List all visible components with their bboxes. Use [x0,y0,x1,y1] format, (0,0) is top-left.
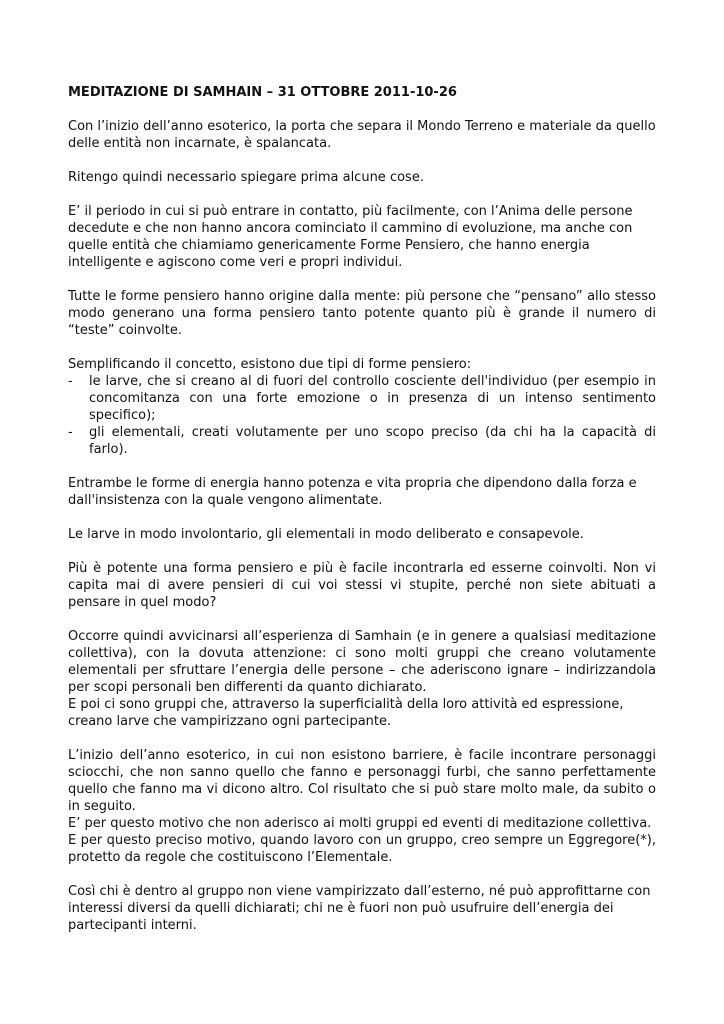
paragraph-thought-forms: Tutte le forme pensiero hanno origine dalla mente: più persone che “pensano” allo stesso modo generano una forma pensiero tanto potente quanto più è grande il numero di “teste” coinvolte. [68,289,656,338]
document-title: MEDITAZIONE DI SAMHAIN – 31 OTTOBRE 2011-10-26 [68,85,457,100]
paragraph-reason: E’ per questo motivo che non aderisco ai molti gruppi ed eventi di meditazione collettiva. [68,816,652,831]
paragraph-groups-larve: E poi ci sono gruppi che, attraverso la superficialità della loro attività ed espressione, creano larve che vampirizzano ogni partecipante. [68,697,624,729]
paragraph-eggregore: E per questo preciso motivo, quando lavoro con un gruppo, creo sempre un Eggregore(*), protetto da regole che costituiscono l’Elementale. [68,833,656,865]
list-item-larve: - le larve, che si creano al di fuori del controllo cosciente dell'individuo (per esempio in concomitanza con una forte emozione o in presenza di un intenso sentimento specifico); [68,373,656,424]
paragraph-explain: Ritengo quindi necessario spiegare prima alcune cose. [68,170,424,185]
paragraph-energy: Entrambe le forme di energia hanno potenza e vita propria che dipendono dalla forza e dall'insistenza con la quale vengono alimentate. [68,476,637,508]
paragraph-period: E’ il periodo in cui si può entrare in contatto, più facilmente, con l’Anima delle persone decedute e che non hanno ancora cominciato il cammino di evoluzione, ma anche con quelle entità che chiamiamo genericamente Forme Pensiero, che hanno energia intelligente e agiscono come veri e propri individui. [68,204,633,270]
paragraph-conclusion: Così chi è dentro al gruppo non viene vampirizzato dall’esterno, né può approfittarne con interessi diversi da quelli dichiarati; chi ne è fuori non può usufruire dell’energia dei partecipanti interni. [68,884,651,933]
paragraph-esoteric-year: L’inizio dell’anno esoterico, in cui non esistono barriere, è facile incontrare personaggi sciocchi, che non sanno quello che fanno e personaggi furbi, che sanno perfettamente quello che fanno ma vi dicono altro. Col risultato che si può stare molto male, da subito o in seguito. [68,748,656,814]
thought-form-types-list [68,373,656,458]
section-samhain [68,628,656,730]
paragraph-larve-elementali: Le larve in modo involontario, gli elementali in modo deliberato e consapevole. [68,527,584,542]
paragraph-samhain-attention: Occorre quindi avvicinarsi all’esperienza di Samhain (e in genere a qualsiasi meditazione collettiva), con la dovuta attenzione: ci sono molti gruppi che creano volutamente elementali per sfruttare l’energia delle persone – che aderiscono ignare – indirizzandola per scopi personali ben differenti da quanto dichiarato. [68,629,656,695]
paragraph-potent-form: Più è potente una forma pensiero e più è facile incontrarla ed esserne coinvolti. Non vi capita mai di avere pensieri di cui voi stessi vi stupite, perché non siete abituati a pensare in quel modo? [68,561,656,610]
list-item-elementali: - gli elementali, creati volutamente per uno scopo preciso (da chi ha la capacità di farlo). [68,424,656,458]
paragraph-types-intro: Semplificando il concetto, esistono due tipi di forme pensiero: [68,357,472,372]
paragraph-intro: Con l’inizio dell’anno esoterico, la porta che separa il Mondo Terreno e materiale da quello delle entità non incarnate, è spalancata. [68,119,656,151]
section-esoteric-year [68,747,656,866]
section-thought-form-types [68,356,656,458]
